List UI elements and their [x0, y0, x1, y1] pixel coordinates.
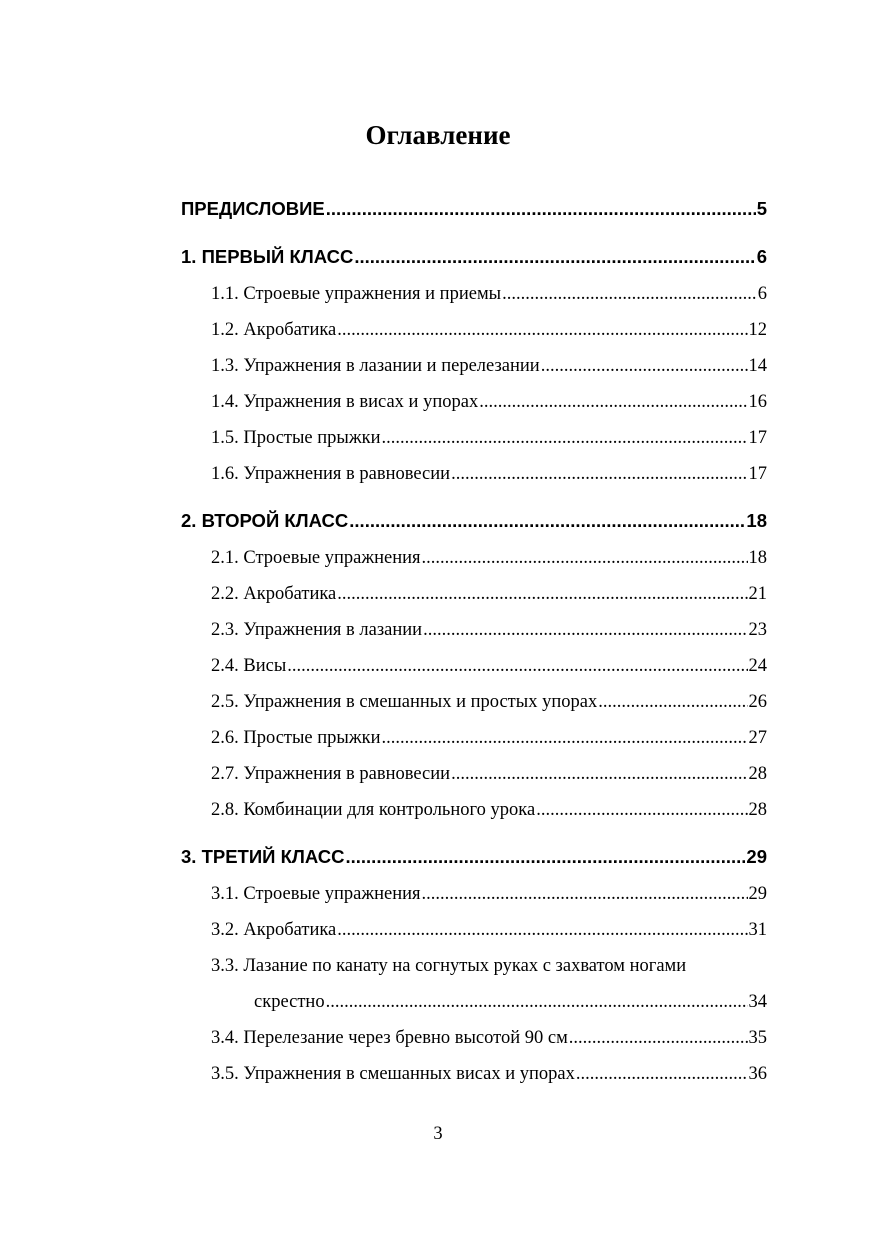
toc-entry-page: 6 [757, 284, 767, 304]
toc-entry-page: 28 [748, 764, 767, 784]
toc-entry-page: 34 [748, 992, 767, 1012]
toc-entry-3-2[interactable] [211, 915, 767, 945]
toc-entry-label: 2.2. Акробатика [211, 584, 337, 604]
toc-entry-page: 5 [756, 198, 767, 219]
toc-entry-2-6[interactable] [211, 723, 767, 753]
toc-entry-label: скрестно [254, 992, 325, 1012]
toc-entry-2-2[interactable] [211, 579, 767, 609]
toc-entry-3-3-line1[interactable]: 3.3. Лазание по канату на согнутых руках с захватом ногами [211, 956, 687, 976]
toc-entry-3-1[interactable] [211, 879, 767, 909]
toc-entry-label: 2.4. Висы [211, 656, 287, 676]
toc-entry-label: 2. ВТОРОЙ КЛАСС [181, 510, 349, 531]
dot-leader [451, 459, 747, 489]
toc-entry-page: 18 [748, 548, 767, 568]
toc-entry-page: 29 [748, 884, 767, 904]
dot-leader [598, 687, 747, 717]
dot-leader [337, 315, 747, 345]
toc-entry-2-8[interactable] [211, 795, 767, 825]
toc-entry-label: 3.5. Упражнения в смешанных висах и упорах [211, 1064, 575, 1084]
toc-entry-page: 23 [748, 620, 767, 640]
toc-entry-2-1[interactable] [211, 543, 767, 573]
dot-leader [326, 194, 756, 224]
page-number: 3 [433, 1124, 443, 1144]
toc-entry-label: 3.2. Акробатика [211, 920, 337, 940]
toc-entry-page: 24 [748, 656, 767, 676]
toc-entry-label: 3.4. Перелезание через бревно высотой 90 см [211, 1028, 568, 1048]
toc-entry-page: 28 [748, 800, 767, 820]
page-title: Оглавление [365, 120, 511, 150]
dot-leader [382, 723, 748, 753]
toc-entry-page: 17 [748, 428, 767, 448]
toc-entry-label: 2.8. Комбинации для контрольного урока [211, 800, 536, 820]
toc-entry-2-7[interactable] [211, 759, 767, 789]
dot-leader [422, 543, 748, 573]
toc-entry-label: 1.4. Упражнения в висах и упорах [211, 392, 479, 412]
toc-entry-1-2[interactable] [211, 315, 767, 345]
toc-entry-label: 3.1. Строевые упражнения [211, 884, 421, 904]
toc-entry-label: ПРЕДИСЛОВИЕ [181, 198, 325, 219]
toc-entry-page: 21 [748, 584, 767, 604]
toc-entry-label: 2.5. Упражнения в смешанных и простых упорах [211, 692, 598, 712]
toc-entry-page: 35 [748, 1028, 767, 1048]
dot-leader [502, 279, 757, 309]
toc-entry-label: 2.3. Упражнения в лазании [211, 620, 423, 640]
dot-leader [423, 615, 747, 645]
dot-leader [349, 506, 745, 536]
dot-leader [479, 387, 747, 417]
toc-entry-page: 12 [748, 320, 767, 340]
toc-entry-3-4[interactable] [211, 1023, 767, 1053]
toc-chapter-3[interactable] [181, 842, 767, 872]
toc-entry-3-3[interactable] [254, 987, 767, 1017]
dot-leader [287, 651, 747, 681]
dot-leader [345, 842, 745, 872]
dot-leader [451, 759, 747, 789]
toc-entry-page: 6 [756, 246, 767, 267]
toc-entry-label: 1. ПЕРВЫЙ КЛАСС [181, 246, 354, 267]
toc-entry-page: 29 [746, 846, 767, 867]
toc-entry-label: 1.5. Простые прыжки [211, 428, 381, 448]
toc-entry-label: 3. ТРЕТИЙ КЛАСС [181, 846, 345, 867]
dot-leader [337, 579, 747, 609]
toc-entry-2-4[interactable] [211, 651, 767, 681]
toc-entry-label: 1.3. Упражнения в лазании и перелезании [211, 356, 540, 376]
toc-entry-label: 1.2. Акробатика [211, 320, 337, 340]
toc-entry-3-5[interactable] [211, 1059, 767, 1089]
dot-leader [422, 879, 748, 909]
toc-entry-1-5[interactable] [211, 423, 767, 453]
dot-leader [382, 423, 748, 453]
dot-leader [337, 915, 747, 945]
dot-leader [536, 795, 747, 825]
toc-chapter-1[interactable] [181, 242, 767, 272]
toc-entry-1-3[interactable] [211, 351, 767, 381]
toc-entry-page: 26 [748, 692, 767, 712]
dot-leader [576, 1059, 748, 1089]
dot-leader [541, 351, 748, 381]
toc-entry-page: 16 [748, 392, 767, 412]
toc-entry-page: 36 [748, 1064, 767, 1084]
toc-entry-label: 2.6. Простые прыжки [211, 728, 381, 748]
toc-chapter-2[interactable] [181, 506, 767, 536]
dot-leader [354, 242, 755, 272]
toc-entry-label: 1.6. Упражнения в равновесии [211, 464, 451, 484]
toc-entry-1-4[interactable] [211, 387, 767, 417]
dot-leader [326, 987, 748, 1017]
toc-entry-page: 27 [748, 728, 767, 748]
toc-entry-preface[interactable] [181, 194, 767, 224]
toc-entry-1-6[interactable] [211, 459, 767, 489]
toc-entry-2-5[interactable] [211, 687, 767, 717]
toc-entry-2-3[interactable] [211, 615, 767, 645]
toc-entry-label: 1.1. Строевые упражнения и приемы [211, 284, 502, 304]
toc-entry-1-1[interactable] [211, 279, 767, 309]
dot-leader [569, 1023, 748, 1053]
toc-entry-page: 14 [748, 356, 767, 376]
toc-entry-label: 2.7. Упражнения в равновесии [211, 764, 451, 784]
toc-entry-page: 17 [748, 464, 767, 484]
toc-entry-label: 2.1. Строевые упражнения [211, 548, 421, 568]
toc-entry-page: 18 [746, 510, 767, 531]
toc-entry-page: 31 [748, 920, 767, 940]
